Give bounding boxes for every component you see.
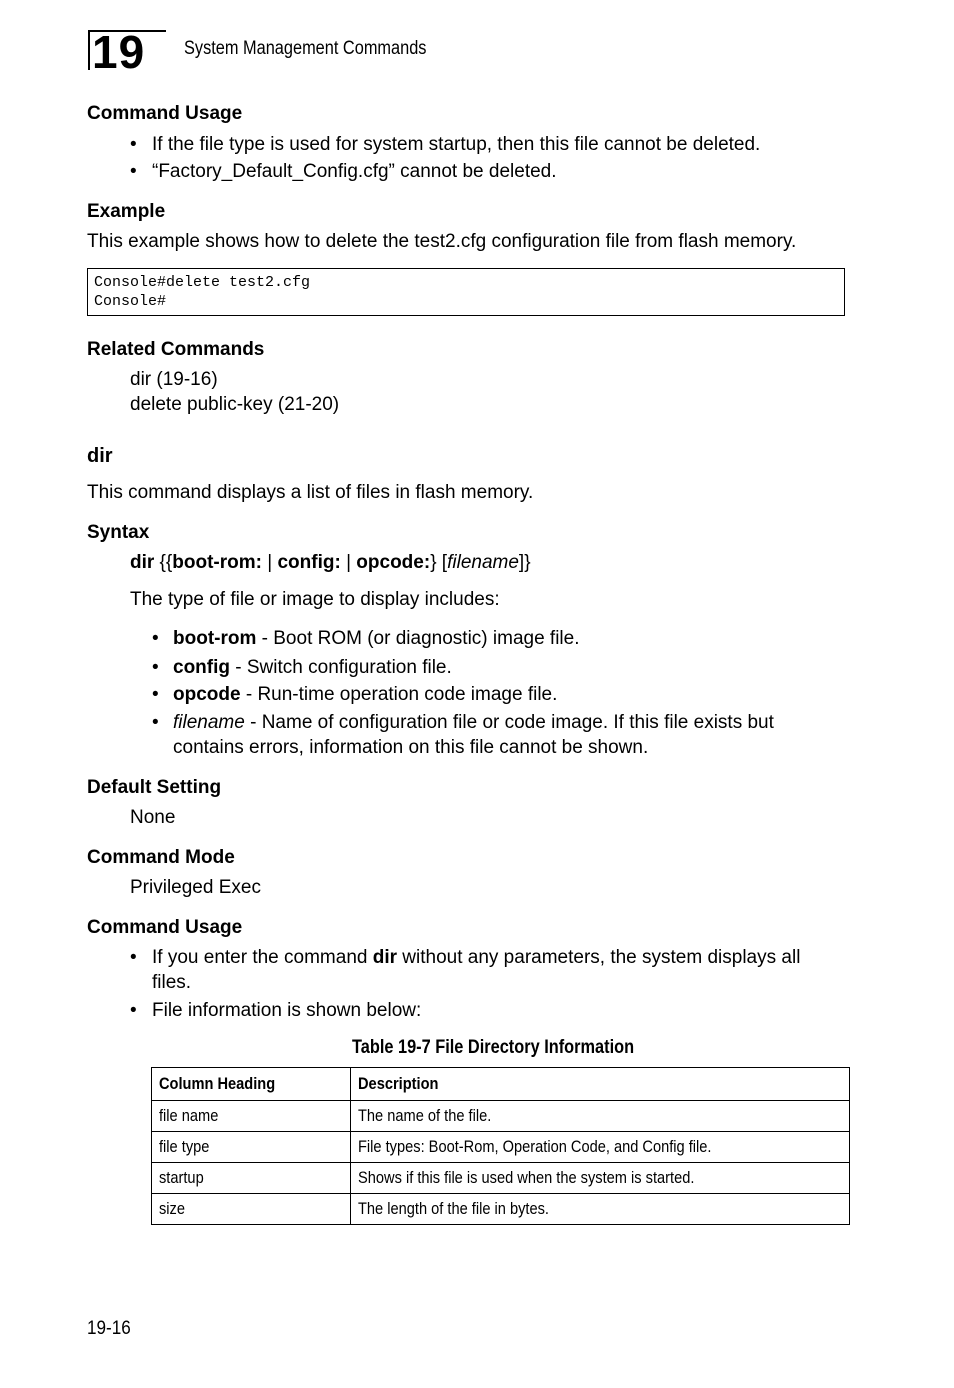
related-commands-heading: Related Commands: [87, 339, 265, 360]
table-row: [152, 1132, 850, 1163]
code-line: Console#: [94, 293, 167, 310]
table-caption: Table 19-7 File Directory Information: [352, 1037, 635, 1058]
syntax-punct: } [: [430, 552, 448, 573]
table-row: [152, 1101, 850, 1132]
code-example-box: [87, 268, 845, 316]
syntax-keyword: opcode:: [356, 552, 431, 573]
bullet-icon: •: [130, 947, 137, 968]
type-item-boot-rom: [173, 627, 580, 651]
command-mode-value: Privileged Exec: [130, 877, 261, 898]
bullet-icon: •: [130, 1000, 137, 1021]
table-header-cell: Description: [351, 1068, 850, 1101]
type-intro: The type of file or image to display includes:: [130, 589, 500, 610]
dir-description: This command displays a list of files in flash memory.: [87, 482, 534, 503]
example-heading: Example: [87, 201, 166, 222]
type-term: config: [173, 657, 230, 678]
example-text: This example shows how to delete the test2.cfg configuration file from flash memory.: [87, 231, 797, 252]
command-mode-heading: Command Mode: [87, 847, 235, 868]
syntax-punct: {{: [154, 552, 173, 573]
usage-command: dir: [372, 947, 398, 968]
chapter-number: 19: [88, 30, 166, 70]
type-desc: - Boot ROM (or diagnostic) image file.: [256, 628, 580, 649]
type-term: opcode: [173, 684, 241, 705]
bullet-icon: •: [152, 712, 159, 733]
table-cell: startup: [152, 1163, 351, 1194]
type-term: filename: [173, 712, 245, 733]
type-item-config: [173, 656, 452, 680]
table-cell: The length of the file in bytes.: [351, 1194, 850, 1225]
dir-section-title: dir: [87, 445, 113, 467]
dir-usage-item-1-cont: files.: [152, 972, 192, 993]
type-item-opcode: [173, 683, 557, 707]
related-command-link: delete public-key (21-20): [130, 394, 340, 415]
table-cell: File types: Boot-Rom, Operation Code, and Config file.: [351, 1132, 850, 1163]
delete-usage-item-2: “Factory_Default_Config.cfg” cannot be deleted.: [152, 161, 557, 182]
table-cell: file name: [152, 1101, 351, 1132]
page-number: 19-16: [87, 1318, 131, 1339]
table-row: [152, 1163, 850, 1194]
dir-usage-item-2: File information is shown below:: [152, 1000, 422, 1021]
table-cell: size: [152, 1194, 351, 1225]
type-desc: - Name of configuration file or code image. If this file exists but: [244, 712, 774, 733]
delete-usage-heading: Command Usage: [87, 103, 243, 124]
syntax-heading: Syntax: [87, 522, 150, 543]
chapter-title: System Management Commands: [184, 38, 427, 59]
syntax-punct: ]}: [518, 552, 531, 573]
syntax-line: [130, 551, 531, 575]
usage-text: without any parameters, the system displays all: [397, 947, 801, 968]
usage-text: If you enter the command: [152, 947, 373, 968]
code-line: Console#delete test2.cfg: [94, 274, 311, 291]
bullet-icon: •: [130, 161, 137, 182]
file-directory-table: [151, 1067, 850, 1225]
type-desc: - Switch configuration file.: [230, 657, 452, 678]
bullet-icon: •: [152, 657, 159, 678]
bullet-icon: •: [152, 628, 159, 649]
type-desc: - Run-time operation code image file.: [240, 684, 558, 705]
syntax-punct: |: [261, 552, 278, 573]
bullet-icon: •: [152, 684, 159, 705]
bullet-icon: •: [130, 134, 137, 155]
syntax-command: dir: [130, 552, 155, 573]
syntax-punct: |: [340, 552, 357, 573]
table-cell: file type: [152, 1132, 351, 1163]
type-item-filename-cont: contains errors, information on this file cannot be shown.: [173, 737, 649, 758]
syntax-keyword: boot-rom:: [172, 552, 262, 573]
related-command-link: dir (19-16): [130, 369, 218, 390]
table-header-row: [152, 1068, 850, 1101]
table-cell: The name of the file.: [351, 1101, 850, 1132]
table-row: [152, 1194, 850, 1225]
type-term: boot-rom: [173, 628, 257, 649]
syntax-keyword: config:: [277, 552, 341, 573]
dir-usage-item-1: [152, 946, 800, 970]
syntax-argument: filename: [447, 552, 519, 573]
table-header-cell: Column Heading: [152, 1068, 351, 1101]
type-item-filename: [173, 711, 774, 735]
default-setting-heading: Default Setting: [87, 777, 222, 798]
default-setting-value: None: [130, 807, 176, 828]
dir-usage-heading: Command Usage: [87, 917, 243, 938]
delete-usage-item-1: If the file type is used for system startup, then this file cannot be deleted.: [152, 134, 761, 155]
table-cell: Shows if this file is used when the system is started.: [351, 1163, 850, 1194]
